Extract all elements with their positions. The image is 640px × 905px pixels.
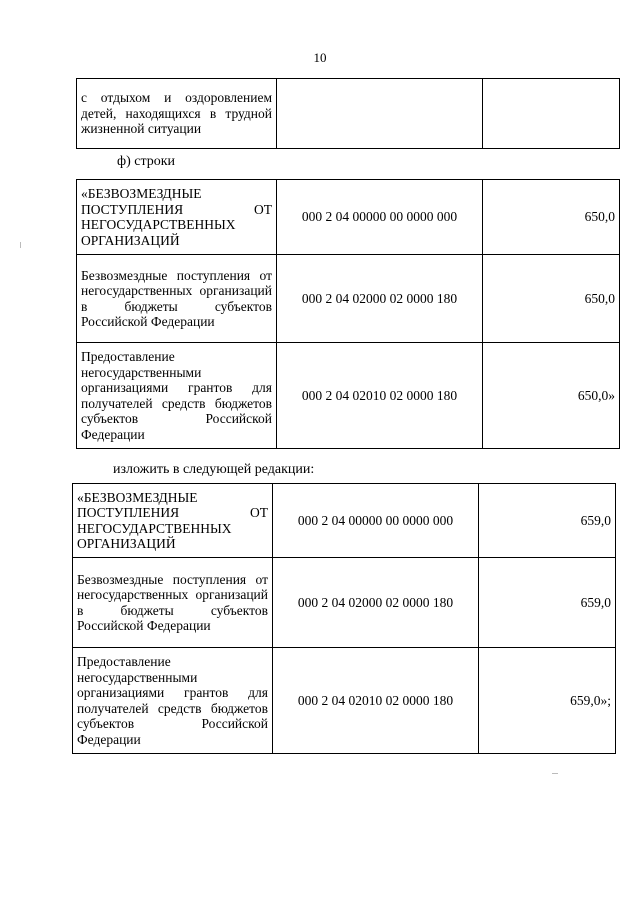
row-code-cell — [277, 79, 483, 149]
old-rows-table — [76, 179, 620, 449]
table-row — [73, 558, 616, 648]
row-amount-cell: 659,0 — [479, 484, 616, 558]
row-name-cell: «БЕЗВОЗМЕЗДНЫЕ ПОСТУПЛЕНИЯ ОТ НЕГОСУДАРСТВЕННЫХ ОРГАНИЗАЦИЙ — [77, 180, 277, 255]
row-code-cell: 000 2 04 00000 00 0000 000 — [273, 484, 479, 558]
row-name-cell: Безвозмездные поступления от негосударственных организаций в бюджеты субъектов Российской Федерации — [73, 558, 273, 648]
row-name-cell: Предоставление негосударственными организациями грантов для получателей средств бюджетов субъектов Российской Федерации — [73, 648, 273, 754]
table-row — [77, 79, 620, 149]
row-name-cell: «БЕЗВОЗМЕЗДНЫЕ ПОСТУПЛЕНИЯ ОТ НЕГОСУДАРСТВЕННЫХ ОРГАНИЗАЦИЙ — [73, 484, 273, 558]
paragraph-f-lines: ф) строки — [117, 154, 176, 169]
row-amount-cell — [483, 79, 620, 149]
row-code-cell: 000 2 04 00000 00 0000 000 — [277, 180, 483, 255]
row-code-cell: 000 2 04 02010 02 0000 180 — [273, 648, 479, 754]
row-name-cell: Предоставление негосударственными организациями грантов для получателей средств бюджетов субъектов Российской Федерации — [77, 343, 277, 449]
continuation-table — [76, 78, 620, 149]
new-rows-table — [72, 483, 616, 754]
row-name-cell: с отдыхом и оздоровлением детей, находящихся в трудной жизненной ситуации — [77, 79, 277, 149]
row-code-cell: 000 2 04 02000 02 0000 180 — [277, 255, 483, 343]
paragraph-new-edition: изложить в следующей редакции: — [113, 462, 315, 477]
table-row — [77, 343, 620, 449]
row-amount-cell: 650,0 — [483, 255, 620, 343]
table-row — [77, 255, 620, 343]
page-number: 10 — [313, 50, 327, 65]
row-amount-cell: 650,0» — [483, 343, 620, 449]
row-amount-cell: 659,0»; — [479, 648, 616, 754]
row-amount-cell: 659,0 — [479, 558, 616, 648]
table-row — [73, 484, 616, 558]
scan-mark-left — [20, 242, 21, 248]
row-code-cell: 000 2 04 02000 02 0000 180 — [273, 558, 479, 648]
table-row — [73, 648, 616, 754]
row-amount-cell: 650,0 — [483, 180, 620, 255]
table-row — [77, 180, 620, 255]
scan-mark-right — [552, 773, 558, 774]
row-name-cell: Безвозмездные поступления от негосударственных организаций в бюджеты субъектов Российской Федерации — [77, 255, 277, 343]
row-code-cell: 000 2 04 02010 02 0000 180 — [277, 343, 483, 449]
